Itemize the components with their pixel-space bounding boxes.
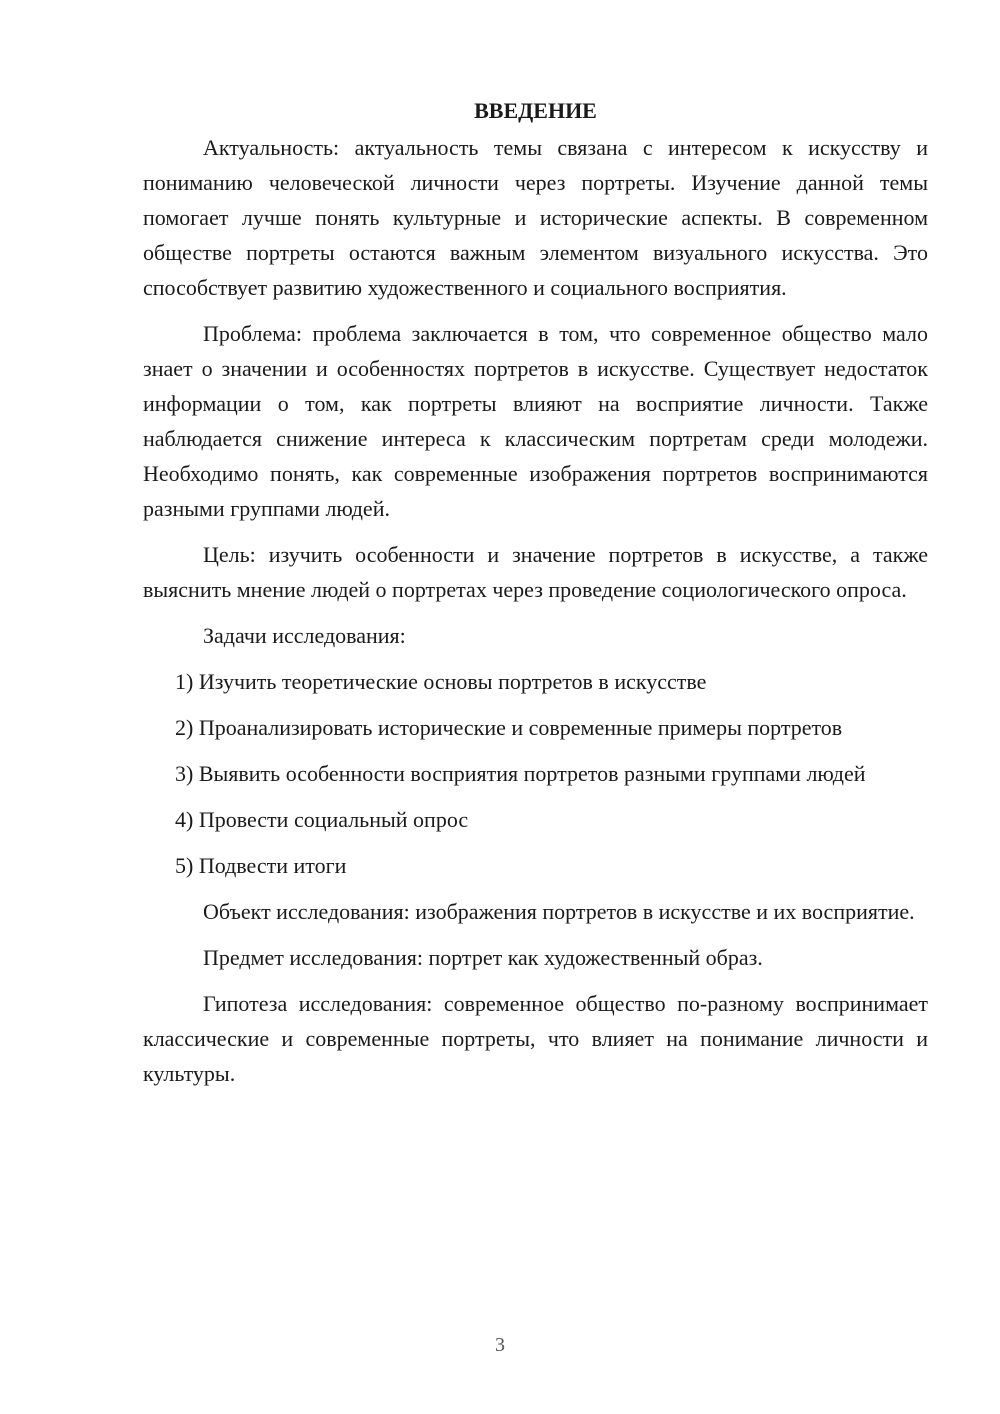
task-item-2: 2) Проанализировать исторические и современные примеры портретов <box>175 715 843 740</box>
paragraph-hypothesis: Гипотеза исследования: современное общество по-разному воспринимает классические и современные портреты, что влияет на понимание личности и культуры. <box>143 991 928 1086</box>
paragraph-subject: Предмет исследования: портрет как художественный образ. <box>203 945 763 970</box>
page-content <box>143 93 928 1102</box>
paragraph-goal: Цель: изучить особенности и значение портретов в искусстве, а также выяснить мнение людей о портретах через проведение социологического опроса. <box>143 542 928 602</box>
paragraph-object: Объект исследования: изображения портретов в искусстве и их восприятие. <box>203 899 915 924</box>
paragraph-relevance: Актуальность: актуальность темы связана с интересом к искусству и пониманию человеческой личности через портреты. Изучение данной темы помогает лучше понять культурные и исторические аспекты. В современном обществе портреты остаются важным элементом визуального искусства. Это способствует развитию художественного и социального восприятия. <box>143 135 928 300</box>
task-item-1: 1) Изучить теоретические основы портретов в искусстве <box>175 669 707 694</box>
page-number: 3 <box>495 1334 505 1356</box>
paragraph-problem: Проблема: проблема заключается в том, что современное общество мало знает о значении и особенностях портретов в искусстве. Существует недостаток информации о том, как портреты влияют на восприятие личности. Также наблюдается снижение интереса к классическим портретам среди молодежи. Необходимо понять, как современные изображения портретов воспринимаются разными группами людей. <box>143 321 928 521</box>
paragraph-tasks-heading: Задачи исследования: <box>203 623 406 648</box>
task-item-3: 3) Выявить особенности восприятия портретов разными группами людей <box>175 761 866 786</box>
task-item-5: 5) Подвести итоги <box>175 853 347 878</box>
section-title: ВВЕДЕНИЕ <box>474 98 597 123</box>
task-item-4: 4) Провести социальный опрос <box>175 807 469 832</box>
